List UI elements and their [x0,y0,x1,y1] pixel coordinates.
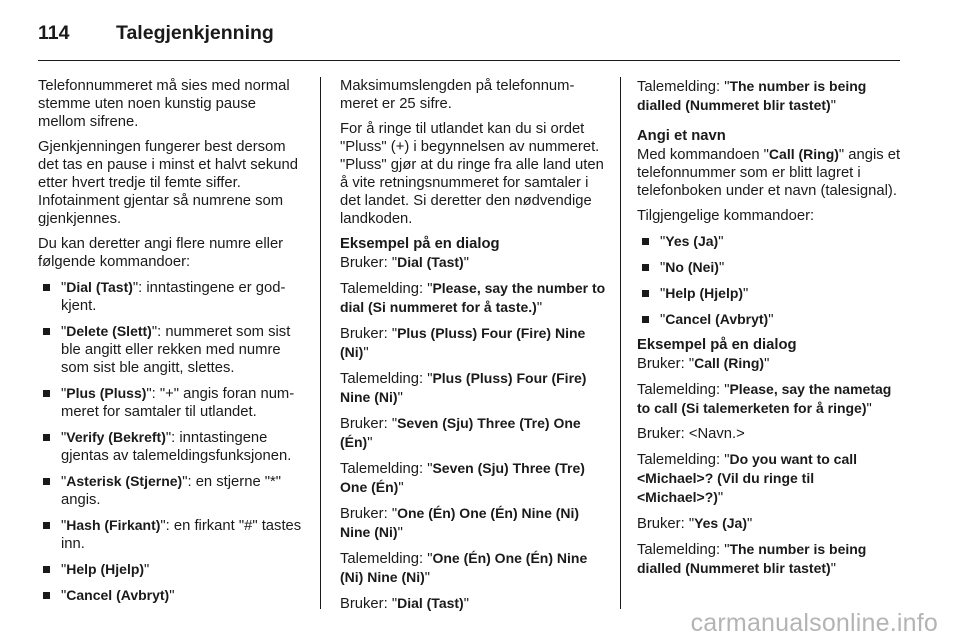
command-name: Dial (Tast) [66,279,133,295]
bullet-icon [43,390,50,397]
command-list [38,278,304,605]
dialog-line: Bruker: "Call (Ring)" [637,355,770,372]
example-heading: Eksempel på en dialog [340,236,500,252]
page-header [38,20,900,61]
utterance: The number is being dialled (Nummeret blir tastet) [637,541,867,576]
command-name: Delete (Slett) [66,323,152,339]
dialog-line: Talemelding: "Please, say the number to dial (Si nummeret for å taste.)" [340,280,606,316]
dialog-line: Bruker: "One (Én) One (Én) Nine (Ni) Nine (Ni)" [340,505,580,541]
command-name: Hash (Firkant) [66,517,161,533]
column-1 [38,77,304,609]
column-divider [320,77,321,609]
dialog-line: Talemelding: "The number is being dialled (Nummeret blir tastet)" [637,541,867,577]
utterance: Call (Ring) [694,355,765,371]
list-item: "Help (Hjelp)" [38,560,304,579]
speaker: Bruker: [637,516,689,532]
list-item: "Delete (Slett)": nummeret som sist ble angitt eller rekken med numre som sist ble angitt, slettes. [38,322,304,377]
paragraph: Tilgjengelige kommandoer: [637,208,815,224]
utterance: The number is being dialled (Nummeret blir tastet) [637,78,867,113]
bullet-icon [642,290,649,297]
bullet-icon [43,328,50,335]
dialog-line: Talemelding: "The number is being dialled (Nummeret blir tastet)" [637,78,867,114]
list-item: "No (Nei)" [637,258,903,277]
watermark: carmanualsonline.info [690,609,938,637]
chapter-title: Talegjenkjenning [116,22,274,44]
paragraph: Gjenkjenningen fungerer best dersom det tas en pause i minst et halvt sekund etter hvert tredje til femte siffer. Infotainment gjentar så numrene som gjenkjennes. [38,139,298,227]
utterance-plain: <Navn.> [688,426,745,442]
speaker: Bruker: [340,416,392,432]
utterance: Seven (Sju) Three (Tre) One (Én) [340,460,585,495]
utterance: One (Én) One (Én) Nine (Ni) Nine (Ni) [340,550,588,585]
command-name: Help (Hjelp) [66,561,145,577]
dialog-line [637,425,903,443]
list-item: "Help (Hjelp)" [637,284,903,303]
bullet-icon [642,316,649,323]
bullet-icon [642,264,649,271]
dialog-line: Bruker: "Plus (Pluss) Four (Fire) Nine (Ni)" [340,325,586,361]
utterance: Please, say the nametag to call (Si talemerketen for å ringe) [637,381,892,416]
dialog-line: Bruker: "Dial (Tast)" [340,254,469,271]
command-name: Verify (Bekreft) [66,429,166,445]
command-description: : "+" angis foran nummeret for samtaler til utlandet. [61,386,295,420]
speaker: Talemelding: [637,542,725,558]
command-name: Call (Ring) [768,146,839,162]
command-description: : nummeret som sist ble angitt eller rekken med numre som sist ble angitt, slettes. [61,324,291,376]
paragraph: Du kan deretter angi flere numre eller følgende kommandoer: [38,236,284,270]
list-item: "Yes (Ja)" [637,232,903,251]
speaker: Bruker: [637,356,689,372]
example-heading: Eksempel på en dialog [637,337,797,353]
paragraph: Maksimumslengden på telefonnummeret er 25 sifre. [340,78,575,112]
command-description: : inntastingene er godkjent. [61,280,286,314]
column-divider [620,77,621,609]
section-heading: Angi et navn [637,128,726,144]
text-segment: Med kommandoen " [637,147,769,163]
dialog-line: Bruker: "Dial (Tast)" [340,595,469,612]
dialog-line: Talemelding: "Do you want to call <Michael>? (Vil du ringe til <Michael>?)" [637,451,858,506]
command-name: Asterisk (Stjerne) [66,473,183,489]
speaker: Talemelding: [340,551,428,567]
list-item: "Plus (Pluss)": "+" angis foran nummeret for samtaler til utlandet. [38,384,304,421]
bullet-icon [43,566,50,573]
dialog-line: Bruker: "Yes (Ja)" [637,515,753,532]
command-description: : inntastingene gjentas av talemeldingsfunksjonen. [61,430,292,464]
dialog-line: Talemelding: "Please, say the nametag to call (Si talemerketen for å ringe)" [637,381,892,417]
text-segment: " angis et telefonnummer som er blitt lagret i telefonboken under et navn (talesignal). [637,147,901,199]
page-number: 114 [38,22,70,44]
command-description: : en stjerne "*" angis. [61,474,282,508]
command-name: Cancel (Avbryt) [665,311,769,327]
speaker: Talemelding: [637,382,725,398]
list-item: "Hash (Firkant)": en firkant "#" tastes inn. [38,516,304,553]
list-item: "Verify (Bekreft)": inntastingene gjentas av talemeldingsfunksjonen. [38,428,304,465]
column-2 [340,77,606,612]
bullet-icon [43,284,50,291]
speaker: Bruker: [340,326,392,342]
utterance: One (Én) One (Én) Nine (Ni) Nine (Ni) [340,505,580,540]
dialog-line: Talemelding: "Plus (Pluss) Four (Fire) Nine (Ni)" [340,370,587,406]
speaker: Talemelding: [340,461,428,477]
dialog-line: Talemelding: "Seven (Sju) Three (Tre) One (Én)" [340,460,585,496]
dialog-line: Talemelding: "One (Én) One (Én) Nine (Ni) Nine (Ni)" [340,550,588,586]
list-item: "Dial (Tast)": inntastingene er godkjent. [38,278,304,315]
speaker: Bruker: [340,596,392,612]
command-name: Plus (Pluss) [66,385,147,401]
command-name: No (Nei) [665,259,719,275]
utterance: Dial (Tast) [397,595,464,611]
command-name: Help (Hjelp) [665,285,744,301]
utterance: Do you want to call <Michael>? (Vil du ringe til <Michael>?) [637,451,858,505]
dialog-line: Bruker: "Seven (Sju) Three (Tre) One (Én)" [340,415,581,451]
speaker: Bruker: [340,506,392,522]
speaker: Talemelding: [637,79,725,95]
bullet-icon [43,592,50,599]
bullet-icon [43,434,50,441]
column-3 [637,77,903,609]
paragraph [637,145,903,200]
speaker: Bruker: [637,426,689,442]
bullet-icon [43,522,50,529]
command-name: Cancel (Avbryt) [66,587,170,603]
command-name: Yes (Ja) [665,233,719,249]
utterance: Seven (Sju) Three (Tre) One (Én) [340,415,581,450]
utterance: Dial (Tast) [397,254,464,270]
command-list [637,232,903,329]
paragraph: Telefonnummeret må sies med normal stemme uten noen kunstig pause mellom sifrene. [38,78,290,130]
speaker: Bruker: [340,255,392,271]
command-description: : en firkant "#" tastes inn. [61,518,302,552]
list-item: "Cancel (Avbryt)" [637,310,903,329]
utterance: Plus (Pluss) Four (Fire) Nine (Ni) [340,370,587,405]
bullet-icon [642,238,649,245]
speaker: Talemelding: [340,281,428,297]
speaker: Talemelding: [340,371,428,387]
utterance: Please, say the number to dial (Si nummeret for å taste.) [340,280,606,315]
list-item: "Cancel (Avbryt)" [38,586,304,605]
utterance: Plus (Pluss) Four (Fire) Nine (Ni) [340,325,586,360]
bullet-icon [43,478,50,485]
paragraph: For å ringe til utlandet kan du si ordet "Pluss" (+) i begynnelsen av nummeret. "Pluss" gjør at du ringe fra alle land uten å vite retningsnummeret for samtaler i det landet. Si deretter den nødvendige landkoden. [340,121,604,227]
list-item: "Asterisk (Stjerne)": en stjerne "*" angis. [38,472,304,509]
speaker: Talemelding: [637,452,725,468]
utterance: Yes (Ja) [694,515,748,531]
